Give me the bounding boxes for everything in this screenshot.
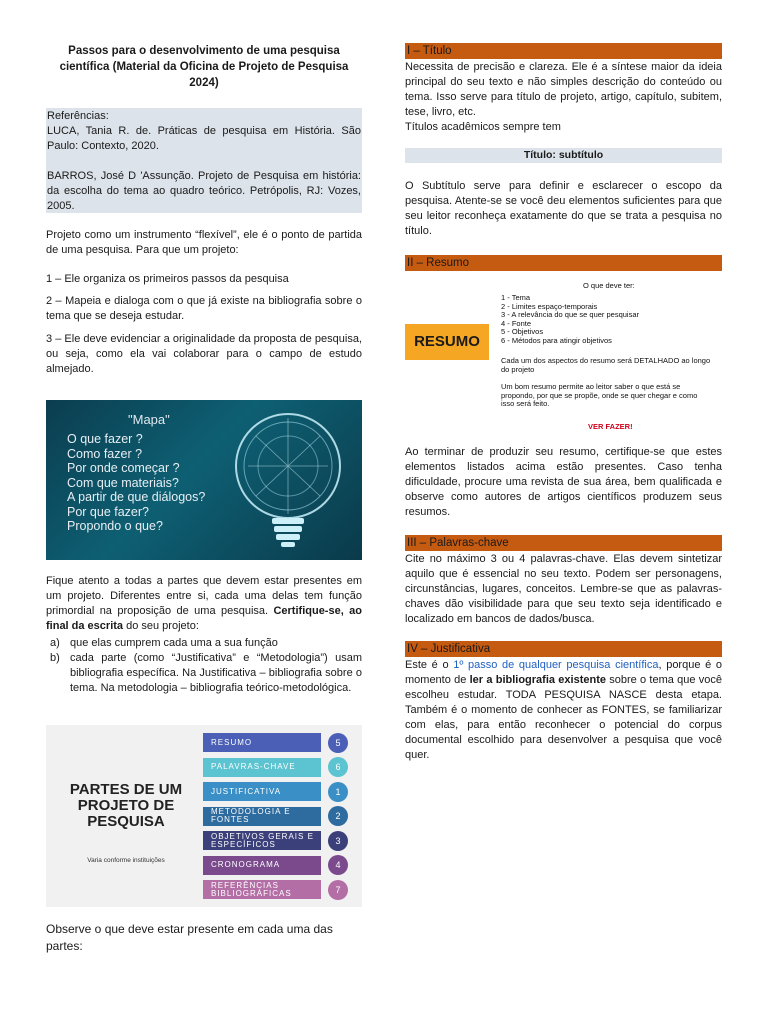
observe-paragraph: Observe o que deve estar presente em cada uma das partes: bbox=[46, 922, 333, 953]
mapa-title: "Mapa" bbox=[128, 412, 170, 427]
subtitle-box: Título: subtítulo bbox=[405, 148, 722, 163]
partes-number: 3 bbox=[328, 831, 348, 851]
list-marker: a) bbox=[50, 637, 60, 649]
mapa-questions bbox=[67, 432, 205, 534]
certify-list bbox=[46, 636, 362, 696]
justificativa-paragraph bbox=[405, 658, 722, 763]
references-heading: Referências: bbox=[47, 110, 109, 122]
resumo-item: 2 - Limites espaço-temporais bbox=[501, 301, 598, 311]
partes-bar: OBJETIVOS GERAIS E ESPECÍFICOS bbox=[203, 831, 321, 850]
atento-paragraph bbox=[46, 574, 362, 634]
section-header-resumo: II – Resumo bbox=[405, 255, 722, 271]
point-2: 2 – Mapeia e dialoga com o que já existe na bibliografia sobre o tema que se deseja estudar. bbox=[46, 295, 362, 322]
section-header-titulo: I – Título bbox=[405, 43, 722, 59]
intro-paragraph: Projeto como um instrumento “flexível”, ele é o ponto de partida de uma pesquisa. Para que um projeto: bbox=[46, 229, 362, 256]
resumo-image bbox=[405, 272, 722, 432]
resumo-paragraph: Ao terminar de produzir seu resumo, certifique-se que estes elementos listados acima estão presentes. Caso tenha dificuldade, procure uma revista de sua área, bem qualificada e observe como autores de artigos científicos produzem seus resumos. bbox=[405, 446, 722, 518]
resumo-note-1: Cada um dos aspectos do resumo será DETALHADO ao longo do projeto bbox=[501, 356, 711, 374]
partes-bar: RESUMO bbox=[203, 733, 321, 752]
list-text: que elas cumprem cada uma a sua função bbox=[70, 637, 278, 649]
partes-number: 1 bbox=[328, 782, 348, 802]
mapa-question: Com que materiais? bbox=[67, 475, 179, 490]
titulo-text-2: Títulos acadêmicos sempre tem bbox=[405, 121, 561, 133]
document-title: Passos para o desenvolvimento de uma pesquisa científica (Material da Oficina de Projeto de Pesquisa 2024) bbox=[59, 45, 349, 89]
resumo-item: 1 - Tema bbox=[501, 293, 531, 302]
just-text-1: Este é o bbox=[405, 659, 454, 671]
mapa-question: Por onde começar ? bbox=[67, 461, 180, 475]
section-header-justificativa: IV – Justificativa bbox=[405, 641, 722, 657]
subtitulo-paragraph: O Subtítulo serve para definir e esclarecer o escopo da pesquisa. Atente-se se você deu elementos suficientes para que seu leitor reconheça exatamente do que se trata a pesquisa no título. bbox=[405, 180, 722, 237]
ver-fazer: VER FAZER! bbox=[588, 422, 633, 431]
reference-luca: LUCA, Tania R. de. Práticas de pesquisa em História. São Paulo: Contexto, 2020. bbox=[47, 125, 361, 152]
resumo-badge: RESUMO bbox=[405, 324, 489, 360]
list-item bbox=[46, 651, 362, 696]
references-box bbox=[46, 108, 362, 213]
mapa-image bbox=[46, 400, 362, 560]
atento-bold: Certifique-se, ao final da escrita bbox=[46, 605, 362, 632]
atento-text: Fique atento a todas a partes que devem estar presentes em um projeto. Diferentes entre si, cada uma delas tem função primordial na proposição de uma pesquisa. bbox=[46, 575, 362, 617]
partes-bar: PALAVRAS-CHAVE bbox=[203, 758, 321, 777]
resumo-item: 6 - Métodos para atingir objetivos bbox=[501, 335, 612, 345]
resumo-heading: O que deve ter: bbox=[583, 281, 635, 290]
just-text-3: sobre o tema que você escolheu estudar. TODA PESQUISA NASCE desta etapa. Também é o momento de conhecer as FONTES, se familiarizar com elas, para então reconhecer o potencial do corpus documental escolhido para desenvolver a pesquisa que você quer. bbox=[405, 674, 722, 761]
partes-number: 6 bbox=[328, 757, 348, 777]
partes-number: 7 bbox=[328, 880, 348, 900]
list-item bbox=[46, 636, 362, 651]
palavras-paragraph: Cite no máximo 3 ou 4 palavras-chave. Elas devem sintetizar aquilo que é essencial no seu texto. Podem ser personagens, circunstâncias, lugares, conceitos. Lembre-se que as palavras-chaves dão visibilidade para que seu texto seja identificado e localizado em bancos de dados/busca. bbox=[405, 553, 722, 625]
mapa-question: Propondo o que? bbox=[67, 519, 163, 533]
resumo-note-2: Um bom resumo permite ao leitor saber o que está se propondo, por que se propõe, onde se quer chegar e como isso será feito. bbox=[501, 382, 698, 408]
section-header-palavras: III – Palavras-chave bbox=[405, 535, 722, 551]
partes-bar: METODOLOGIA E FONTES bbox=[203, 807, 321, 826]
point-3: 3 – Ele deve evidenciar a originalidade da proposta de pesquisa, ou seja, como ela vai colaborar para o campo de estudo almejado. bbox=[46, 333, 362, 375]
partes-bar: REFERÊNCIAS BIBLIOGRÁFICAS bbox=[203, 880, 321, 899]
partes-number: 2 bbox=[328, 806, 348, 826]
partes-number: 4 bbox=[328, 855, 348, 875]
titulo-paragraph bbox=[405, 60, 722, 135]
partes-subtitle: Varia conforme instituições bbox=[87, 857, 165, 864]
list-text: cada parte (como “Justificativa” e “Metodologia”) usam bibliografia específica. Na Justificativa – bibliografia sobre o tema. Na metodologia – bibliografia teórico-metodológica. bbox=[70, 652, 362, 694]
resumo-item: 4 - Fonte bbox=[501, 318, 532, 328]
mapa-question: Por que fazer? bbox=[67, 504, 149, 519]
mapa-question: Como fazer ? bbox=[67, 446, 143, 461]
partes-title: PARTES DE UM PROJETO DE PESQUISA bbox=[69, 781, 183, 830]
resumo-items bbox=[501, 294, 639, 345]
mapa-question: A partir de que diálogos? bbox=[67, 490, 206, 504]
lightbulb-icon bbox=[228, 406, 348, 556]
reference-barros: BARROS, José D 'Assunção. Projeto de Pesquisa em história: da escolha do tema ao quadro teórico. Petrópolis, RJ: Vozes, 2005. bbox=[47, 170, 361, 212]
just-link[interactable]: 1º passo de qualquer pesquisa científica bbox=[453, 659, 659, 671]
partes-image bbox=[46, 725, 362, 907]
titulo-text: Necessita de precisão e clareza. Ele é a síntese maior da ideia principal do seu texto e não simples descrição do conteúdo ou tema. Isso serve para título de projeto, artigo, capítulo, subitem, tese, livro, etc. bbox=[405, 61, 722, 118]
partes-number: 5 bbox=[328, 733, 348, 753]
point-1: 1 – Ele organiza os primeiros passos da pesquisa bbox=[46, 273, 289, 285]
just-text-2: , porque é o momento de bbox=[405, 659, 722, 686]
atento-tail: do seu projeto: bbox=[123, 620, 199, 632]
list-marker: b) bbox=[50, 652, 60, 664]
just-bold: ler a bibliografia existente bbox=[469, 674, 606, 686]
resumo-item: 5 - Objetivos bbox=[501, 327, 544, 336]
partes-bar: JUSTIFICATIVA bbox=[203, 782, 321, 801]
resumo-item: 3 - A relevância do que se quer pesquisar bbox=[501, 310, 640, 319]
mapa-question: O que fazer ? bbox=[67, 432, 143, 446]
partes-bar: CRONOGRAMA bbox=[203, 856, 321, 875]
